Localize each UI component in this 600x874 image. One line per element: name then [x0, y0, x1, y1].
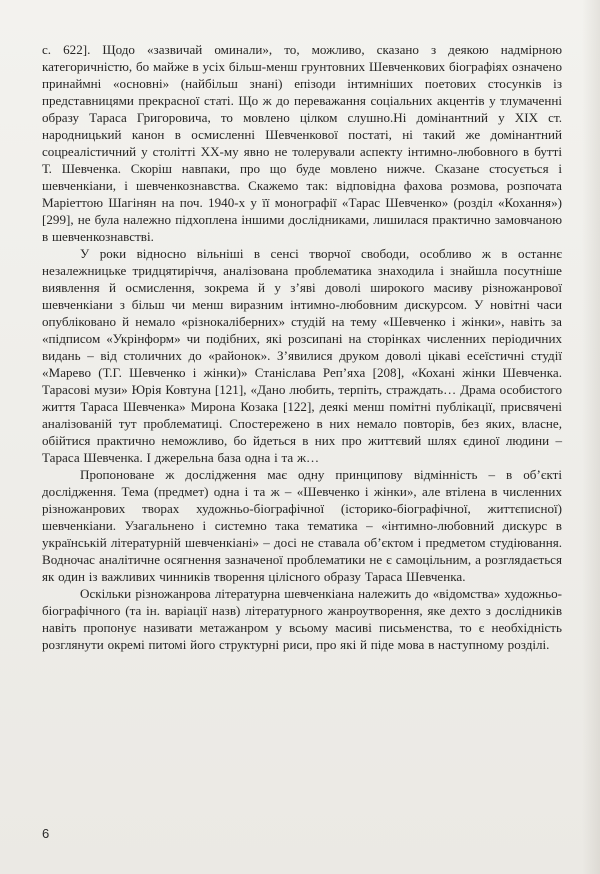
paragraph-4: Оскільки різножанрова літературна шевченкіана належить до «відомства» художньо-біографічного (та ін. варіації назв) літературного жанроутворення, яке дехто з дослідників навіть пропонує називати метажанром у всьому масиві письменства, то є необхідність розглянути окремі питомі його структурні риси, про які й піде мова в наступному розділі.: [42, 586, 562, 652]
paragraph-1: с. 622]. Щодо «зазвичай оминали», то, можливо, сказано з деякою надмірною категоричністю, бо майже в усіх більш-менш грунтовних Шевченкових біографіях означено принаймні «основні» (найбільш знані) епізоди інтимніших поетових стосунків із представницями прекрасної статі. Що ж до переважання соціальних акцентів у тлумаченні образу Тараса Григоровича, то мовлено цілком слушно.Ні домінантний у XIX ст. народницький канон в осмисленні Шевченкової постаті, ні такий же домінантний соцреалістичний у столітті XX-му явно не толерували аспекту інтимно-любовного в бутті Т. Шевченка. Скоріш навпаки, про що буде мовлено нижче. Сказане стосується і шевченкіани, і шевченкознавства. Скажемо так: відповідна фахова розмова, розпочата Маріеттою Шагінян на поч. 1940-х у її монографії «Тарас Шевченко» (розділ «Кохання») [299], не була належно підхоплена іншими дослідниками, лишилася практично замовчаною в шевченкознавстві.: [42, 42, 562, 244]
page-number: 6: [42, 826, 50, 841]
paragraph-2: У роки відносно вільніші в сенсі творчої свободи, особливо ж в останнє незалежницьке тридцятиріччя, аналізована проблематика знаходила і знайшла посутніше виявлення й осмислення, зокрема й у з’яві доволі широкого масиву різножанрової шевченкіани з більш чи менш виразним інтимно-любовним дискурсом. У новітні часи опубліковано й немало «різнокаліберних» студій на тему «Шевченко і жінки», навіть за «підписом «Укрінформ» чи подібних, які розсипані на сторінках численних періодичних видань – від столичних до «районок». З’явилися друком доволі цікаві есеїстичні студії «Марево (Т.Г. Шевченко і жінки)» Станіслава Реп’яха [208], «Кохані жінки Шевченка. Тарасові музи» Юрія Ковтуна [121], «Дано любить, терпіть, страждать… Драма особистого життя Тараса Шевченка» Мирона Козака [122], деякі менш помітні публікації, присвячені аналізованій тут проблематиці. Спостережено в них немало повторів, без яких, власне, обійтися практично неможливо, бо йдеться в них про життєвий шлях єдиної людини – Тараса Шевченка. І джерельна база одна і та ж…: [42, 246, 562, 465]
body-text: [42, 41, 562, 653]
paragraph-3: Пропоноване ж дослідження має одну принципову відмінність – в об’єкті дослідження. Тема (предмет) одна і та ж – «Шевченко і жінки», але втілена в численних різножанрових творах художньо-біографічної (історико-біографічної, життєписної) шевченкіани. Узагальнено і системно така тематика – «інтимно-любовний дискурс в українській літературній шевченкіані» – досі не ставала об’єктом і предметом студіювання. Водночас аналітичне осягнення зазначеної проблематики не є самоцільним, а розглядається як один із важливих чинників творення цілісного образу Тараса Шевченка.: [42, 467, 562, 584]
